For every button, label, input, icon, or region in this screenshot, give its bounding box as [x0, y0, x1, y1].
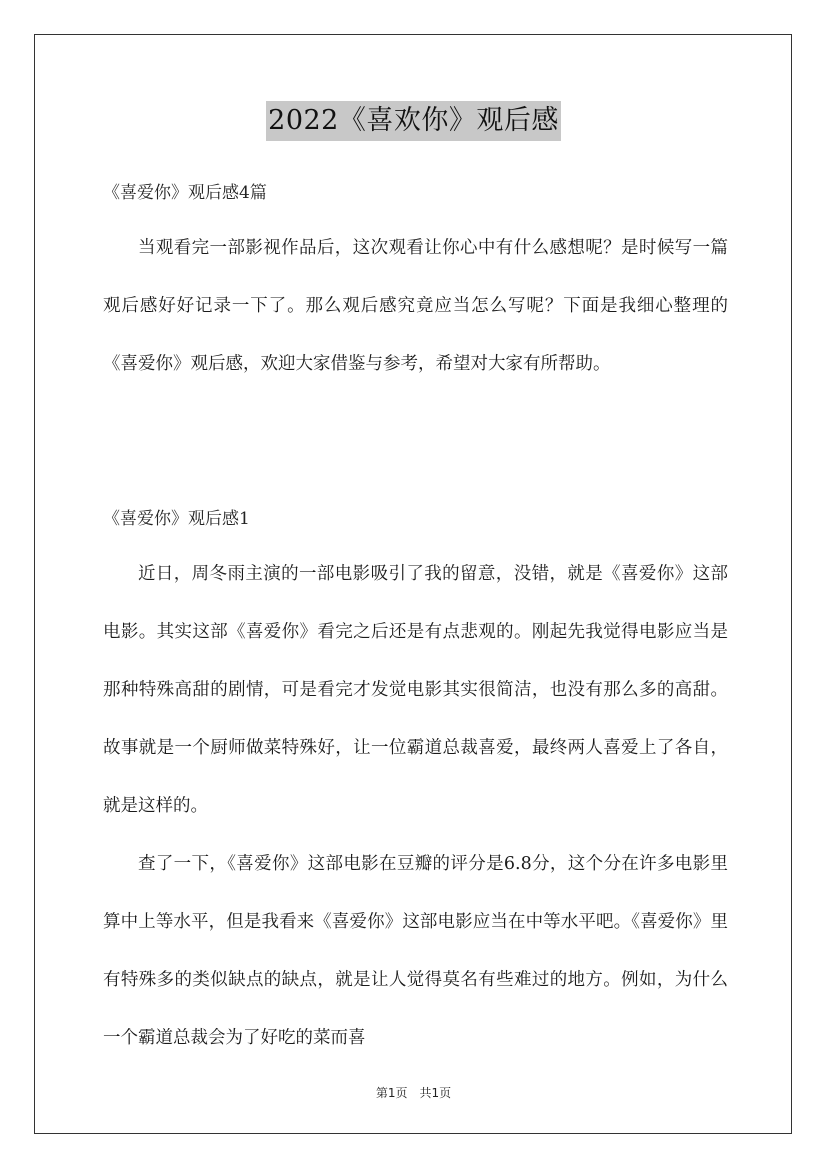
subtitle-block — [103, 181, 728, 205]
page-number-total: 共1页 — [419, 1086, 452, 1100]
title-container — [0, 101, 827, 141]
document-title: 2022《喜欢你》观后感 — [266, 101, 561, 141]
intro-block — [103, 219, 728, 393]
document-subtitle: 《喜爱你》观后感4篇 — [103, 183, 267, 203]
body-paragraph-1: 近日，周冬雨主演的一部电影吸引了我的留意，没错，就是《喜爱你》这部电影。其实这部《喜爱你》看完之后还是有点悲观的。刚起先我觉得电影应当是那种特殊高甜的剧情，可是看完才发觉电影其实很简洁，也没有那么多的高甜。故事就是一个厨师做菜特殊好，让一位霸道总裁喜爱，最终两人喜爱上了各自，就是这样的。 — [103, 564, 728, 816]
intro-paragraph: 当观看完一部影视作品后，这次观看让你心中有什么感想呢？是时候写一篇观后感好好记录一下了。那么观后感究竟应当怎么写呢？下面是我细心整理的《喜爱你》观后感，欢迎大家借鉴与参考，希望对大家有所帮助。 — [103, 238, 728, 374]
body-block — [103, 545, 728, 1067]
section-heading-block — [103, 507, 728, 531]
section-heading: 《喜爱你》观后感1 — [103, 509, 250, 529]
page-number-current: 第1页 — [375, 1086, 408, 1100]
body-paragraph-2: 查了一下，《喜爱你》这部电影在豆瓣的评分是6.8分，这个分在许多电影里算中上等水平，但是我看来《喜爱你》这部电影应当在中等水平吧。《喜爱你》里有特殊多的类似缺点的缺点，就是让人觉得莫名有些难过的地方。例如，为什么一个霸道总裁会为了好吃的菜而喜 — [103, 854, 728, 1048]
page-footer — [0, 1085, 827, 1101]
